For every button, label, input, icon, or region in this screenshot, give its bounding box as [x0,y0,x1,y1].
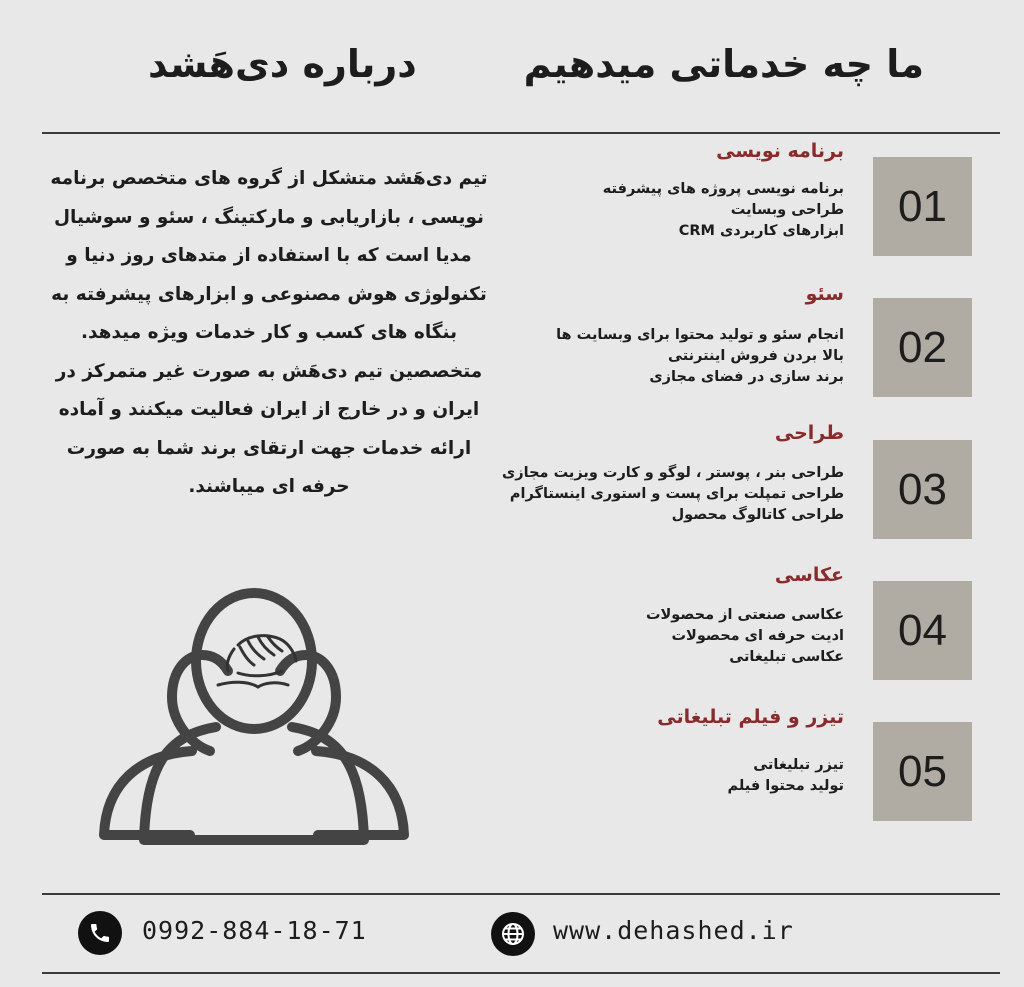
service-title-seo: سئو [805,283,844,305]
service-lines-photography [424,605,844,668]
phone-number[interactable]: 0992-884-18-71 [142,916,367,945]
service-line: طراحی وبسایت [730,202,844,218]
about-paragraph: تیم دی‌هَشد متشکل از گروه های متخصص برنامه نویسی ، بازاریابی و مارکتینگ ، سئو و سوشیال مدیا است که با استفاده از متدهای روز دنیا و تکنولوژی هوش مصنوعی و ابزارهای پیشرفته به بنگاه های کسب و کار خدمات ویژه میدهد. متخصصین تیم دی‌هَش به صورت غیر متمرکز در ایران و در خارج از ایران فعالیت میکنند و آماده ارائه خدمات جهت ارتقای برند شما به صورت حرفه ای میباشند. [50,168,488,497]
footer-divider-top [42,893,1000,895]
service-line: عکاسی صنعتی از محصولات [645,607,844,623]
service-number-box: 02 [873,298,972,397]
service-line: بالا بردن فروش اینترنتی [668,348,844,364]
service-title-design: طراحی [774,422,844,444]
service-line: تولید محتوا فیلم [727,778,844,794]
footer-divider-bottom [42,972,1000,974]
service-line: ابزارهای کاربردی CRM [678,223,844,239]
top-divider [42,132,1000,134]
service-title-video: تیزر و فیلم تبلیغاتی [657,706,844,728]
team-handshake-icon [98,585,410,847]
website-link[interactable]: www.dehashed.ir [553,916,794,945]
service-line: برند سازی در فضای مجازی [649,369,844,385]
service-line: برنامه نویسی پروژه های پیشرفته [602,181,844,197]
about-heading: درباره دی‌هَشد [148,42,417,86]
service-number-box: 04 [873,581,972,680]
service-lines-video [424,755,844,797]
service-number-box: 05 [873,722,972,821]
phone-icon [78,911,122,955]
service-title-programming: برنامه نویسی [716,140,844,162]
service-number-box: 03 [873,440,972,539]
service-title-photography: عکاسی [774,564,844,586]
globe-icon [491,912,535,956]
service-line: انجام سئو و تولید محتوا برای وبسایت ها [556,327,844,343]
service-line: طراحی کاتالوگ محصول [671,507,844,523]
service-line: ادیت حرفه ای محصولات [671,628,844,644]
service-line: طراحی تمپلت برای پست و استوری اینستاگرام [509,486,844,502]
service-line: طراحی بنر ، پوستر ، لوگو و کارت ویزیت مجازی [502,465,844,481]
service-line: تیزر تبلیغاتی [753,757,844,773]
services-heading: ما چه خدماتی میدهیم [523,42,924,86]
service-line: عکاسی تبلیغاتی [729,649,844,665]
service-number-box: 01 [873,157,972,256]
